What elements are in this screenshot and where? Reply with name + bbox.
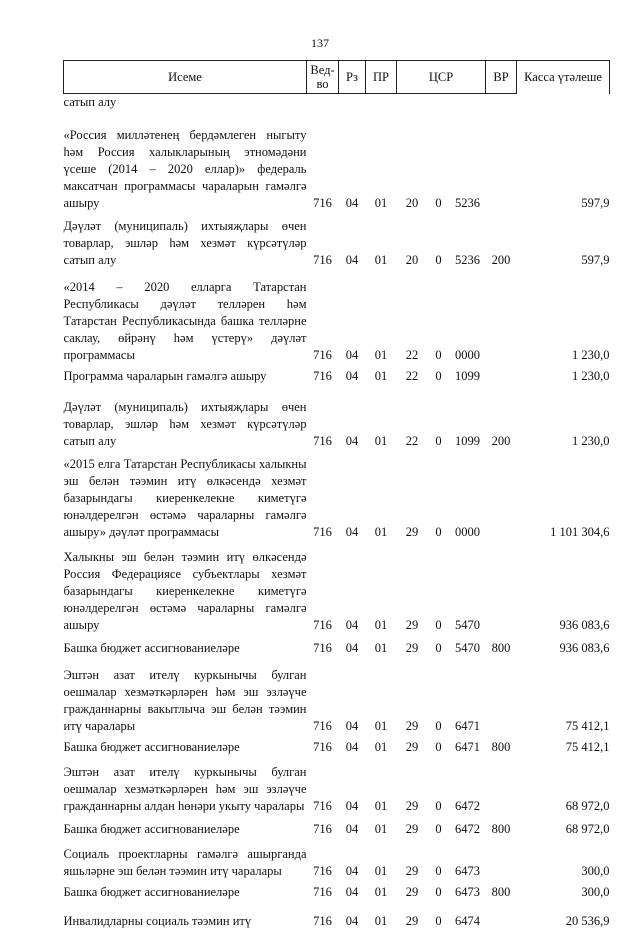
table-row	[64, 756, 610, 815]
row-vr: 200	[486, 385, 517, 450]
row-pr: 01	[366, 880, 397, 901]
row-csr-program: 29	[397, 756, 428, 815]
header-kassa: Касса үтәлеше	[517, 61, 610, 94]
row-vr	[486, 838, 517, 880]
row-csr-subprogram: 0	[428, 111, 450, 212]
row-amount: 597,9	[517, 111, 610, 212]
row-ved: 716	[307, 756, 339, 815]
row-amount: 75 412,1	[517, 657, 610, 735]
row-vr: 800	[486, 815, 517, 838]
row-vr: 800	[486, 880, 517, 901]
row-vr	[486, 756, 517, 815]
row-rz: 04	[339, 815, 366, 838]
row-amount: 597,9	[517, 212, 610, 269]
row-rz: 04	[339, 450, 366, 541]
row-pr: 01	[366, 212, 397, 269]
row-csr-program	[397, 94, 428, 112]
row-ved: 716	[307, 901, 339, 930]
row-csr-program: 29	[397, 634, 428, 657]
row-csr-subprogram: 0	[428, 815, 450, 838]
budget-execution-table	[63, 60, 610, 930]
table-row	[64, 657, 610, 735]
table-row	[64, 880, 610, 901]
row-csr-code: 1099	[450, 385, 486, 450]
row-amount	[517, 94, 610, 112]
row-pr: 01	[366, 901, 397, 930]
row-csr-code: 6472	[450, 756, 486, 815]
row-csr-subprogram: 0	[428, 634, 450, 657]
row-csr-subprogram: 0	[428, 364, 450, 385]
row-csr-code: 5470	[450, 634, 486, 657]
row-name: Программа чараларын гамәлгә ашыру	[64, 364, 307, 385]
row-amount: 300,0	[517, 838, 610, 880]
row-csr-program: 22	[397, 364, 428, 385]
row-csr-program: 22	[397, 385, 428, 450]
table-row	[64, 385, 610, 450]
header-rz: Рз	[339, 61, 366, 94]
row-vr	[486, 364, 517, 385]
row-ved: 716	[307, 364, 339, 385]
row-csr-subprogram: 0	[428, 838, 450, 880]
row-vr	[486, 269, 517, 364]
row-ved	[307, 94, 339, 112]
row-pr: 01	[366, 634, 397, 657]
row-amount: 1 230,0	[517, 364, 610, 385]
row-csr-program: 29	[397, 838, 428, 880]
table-row	[64, 901, 610, 930]
row-csr-code: 6473	[450, 838, 486, 880]
header-name: Исеме	[64, 61, 307, 94]
row-csr-code: 5236	[450, 212, 486, 269]
row-vr	[486, 94, 517, 112]
row-rz: 04	[339, 756, 366, 815]
row-vr	[486, 541, 517, 634]
table-body	[64, 94, 610, 930]
row-csr-subprogram	[428, 94, 450, 112]
table-row	[64, 111, 610, 212]
row-name: сатып алу	[64, 94, 307, 112]
row-name: «2014 – 2020 елларга Татарстан Республикасы дәүләт телләрен һәм Татарстан Республикасында башка телләрне саклау, өйрәнү һәм үстерү» дәүләт программасы	[64, 269, 307, 364]
row-rz	[339, 94, 366, 112]
row-csr-code: 5236	[450, 111, 486, 212]
row-csr-program: 20	[397, 212, 428, 269]
row-ved: 716	[307, 838, 339, 880]
table-row	[64, 269, 610, 364]
row-rz: 04	[339, 364, 366, 385]
row-pr: 01	[366, 111, 397, 212]
table-row	[64, 94, 610, 112]
row-name: Дәүләт (муниципаль) ихтыяҗлары өчен товарлар, эшләр һәм хезмәт күрсәтүләр сатып алу	[64, 212, 307, 269]
row-name: «Россия милләтенең бердәмлеген ныгыту һәм Россия халыкларының этномәдәни үсеше (2014 – 2020 еллар)» федераль максатчан программасы чараларын гамәлгә ашыру	[64, 111, 307, 212]
row-rz: 04	[339, 901, 366, 930]
row-rz: 04	[339, 880, 366, 901]
header-pr: ПР	[366, 61, 397, 94]
row-amount: 1 101 304,6	[517, 450, 610, 541]
row-amount: 20 536,9	[517, 901, 610, 930]
row-name: Халыкны эш белән тәэмин итү өлкәсендә Россия Федерациясе субъектлары хезмәт базарындагы киеренкелекне киметүгә юнәлдерелгән өстәмә чараларны гамәлгә ашыру	[64, 541, 307, 634]
row-csr-program: 29	[397, 450, 428, 541]
row-vr	[486, 450, 517, 541]
row-ved: 716	[307, 657, 339, 735]
row-csr-subprogram: 0	[428, 901, 450, 930]
row-pr: 01	[366, 657, 397, 735]
row-csr-subprogram: 0	[428, 212, 450, 269]
row-vr: 200	[486, 212, 517, 269]
row-csr-program: 29	[397, 735, 428, 756]
row-csr-code: 6471	[450, 657, 486, 735]
row-rz: 04	[339, 838, 366, 880]
row-name: Башка бюджет ассигнованиеләре	[64, 815, 307, 838]
row-amount: 1 230,0	[517, 269, 610, 364]
row-vr: 800	[486, 634, 517, 657]
table-row	[64, 212, 610, 269]
row-csr-code: 6473	[450, 880, 486, 901]
row-vr	[486, 657, 517, 735]
row-vr: 800	[486, 735, 517, 756]
row-ved: 716	[307, 385, 339, 450]
row-vr	[486, 901, 517, 930]
row-amount: 68 972,0	[517, 756, 610, 815]
row-pr: 01	[366, 269, 397, 364]
row-amount: 1 230,0	[517, 385, 610, 450]
row-csr-program: 29	[397, 880, 428, 901]
table-row	[64, 735, 610, 756]
row-name: Социаль проектларны гамәлгә ашырганда яшьләрне эш белән тәэмин итү чаралары	[64, 838, 307, 880]
row-csr-program: 29	[397, 657, 428, 735]
row-rz: 04	[339, 212, 366, 269]
row-name: Дәүләт (муниципаль) ихтыяҗлары өчен товарлар, эшләр һәм хезмәт күрсәтүләр сатып алу	[64, 385, 307, 450]
row-vr	[486, 111, 517, 212]
row-rz: 04	[339, 385, 366, 450]
row-csr-subprogram: 0	[428, 735, 450, 756]
row-name: Инвалидларны социаль тәэмин итү	[64, 901, 307, 930]
row-csr-subprogram: 0	[428, 385, 450, 450]
row-rz: 04	[339, 269, 366, 364]
row-csr-program: 29	[397, 901, 428, 930]
row-amount: 300,0	[517, 880, 610, 901]
row-ved: 716	[307, 735, 339, 756]
row-name: Эштән азат ителү куркынычы булган оешмалар хезмәткәрләрен һәм эш эзләүче гражданнарны алдан һөнәри укыту чаралары	[64, 756, 307, 815]
header-csr: ЦСР	[397, 61, 486, 94]
table-row	[64, 364, 610, 385]
row-csr-program: 29	[397, 815, 428, 838]
row-csr-program: 22	[397, 269, 428, 364]
row-csr-code: 6472	[450, 815, 486, 838]
row-csr-subprogram: 0	[428, 756, 450, 815]
table-row	[64, 815, 610, 838]
table-row	[64, 541, 610, 634]
row-csr-code: 6471	[450, 735, 486, 756]
row-ved: 716	[307, 880, 339, 901]
row-csr-subprogram: 0	[428, 880, 450, 901]
row-name: Башка бюджет ассигнованиеләре	[64, 880, 307, 901]
row-rz: 04	[339, 541, 366, 634]
row-ved: 716	[307, 541, 339, 634]
row-csr-code: 1099	[450, 364, 486, 385]
header-vr: ВР	[486, 61, 517, 94]
table-row	[64, 634, 610, 657]
row-pr: 01	[366, 815, 397, 838]
row-csr-subprogram: 0	[428, 450, 450, 541]
row-pr: 01	[366, 385, 397, 450]
row-csr-code: 0000	[450, 269, 486, 364]
row-name: Эштән азат ителү куркынычы булган оешмалар хезмәткәрләрен һәм эш эзләүче гражданнарны вакытлыча эш белән тәэмин итү чаралары	[64, 657, 307, 735]
row-ved: 716	[307, 269, 339, 364]
row-csr-program: 29	[397, 541, 428, 634]
table-row	[64, 838, 610, 880]
row-amount: 68 972,0	[517, 815, 610, 838]
row-name: Башка бюджет ассигнованиеләре	[64, 634, 307, 657]
row-pr: 01	[366, 756, 397, 815]
row-ved: 716	[307, 212, 339, 269]
table-header-row	[64, 61, 610, 94]
row-name: Башка бюджет ассигнованиеләре	[64, 735, 307, 756]
row-pr: 01	[366, 541, 397, 634]
row-pr	[366, 94, 397, 112]
row-ved: 716	[307, 111, 339, 212]
row-rz: 04	[339, 657, 366, 735]
table-row	[64, 450, 610, 541]
row-ved: 716	[307, 450, 339, 541]
row-pr: 01	[366, 735, 397, 756]
row-pr: 01	[366, 838, 397, 880]
row-csr-code: 0000	[450, 450, 486, 541]
row-rz: 04	[339, 735, 366, 756]
page-number: 137	[0, 36, 640, 51]
row-pr: 01	[366, 450, 397, 541]
row-csr-code	[450, 94, 486, 112]
row-csr-code: 6474	[450, 901, 486, 930]
row-csr-program: 20	[397, 111, 428, 212]
row-rz: 04	[339, 634, 366, 657]
row-csr-subprogram: 0	[428, 541, 450, 634]
row-csr-subprogram: 0	[428, 657, 450, 735]
row-csr-subprogram: 0	[428, 269, 450, 364]
row-amount: 75 412,1	[517, 735, 610, 756]
row-pr: 01	[366, 364, 397, 385]
row-csr-code: 5470	[450, 541, 486, 634]
row-amount: 936 083,6	[517, 541, 610, 634]
header-ved: Вед-во	[307, 61, 339, 94]
row-ved: 716	[307, 815, 339, 838]
row-ved: 716	[307, 634, 339, 657]
row-rz: 04	[339, 111, 366, 212]
row-amount: 936 083,6	[517, 634, 610, 657]
row-name: «2015 елга Татарстан Республикасы халыкны эш белән тәэмин итү өлкәсендә хезмәт базарындагы киеренкелекне киметүгә юнәлдерелгән өстәмә чараларны гамәлгә ашыру» дәүләт программасы	[64, 450, 307, 541]
